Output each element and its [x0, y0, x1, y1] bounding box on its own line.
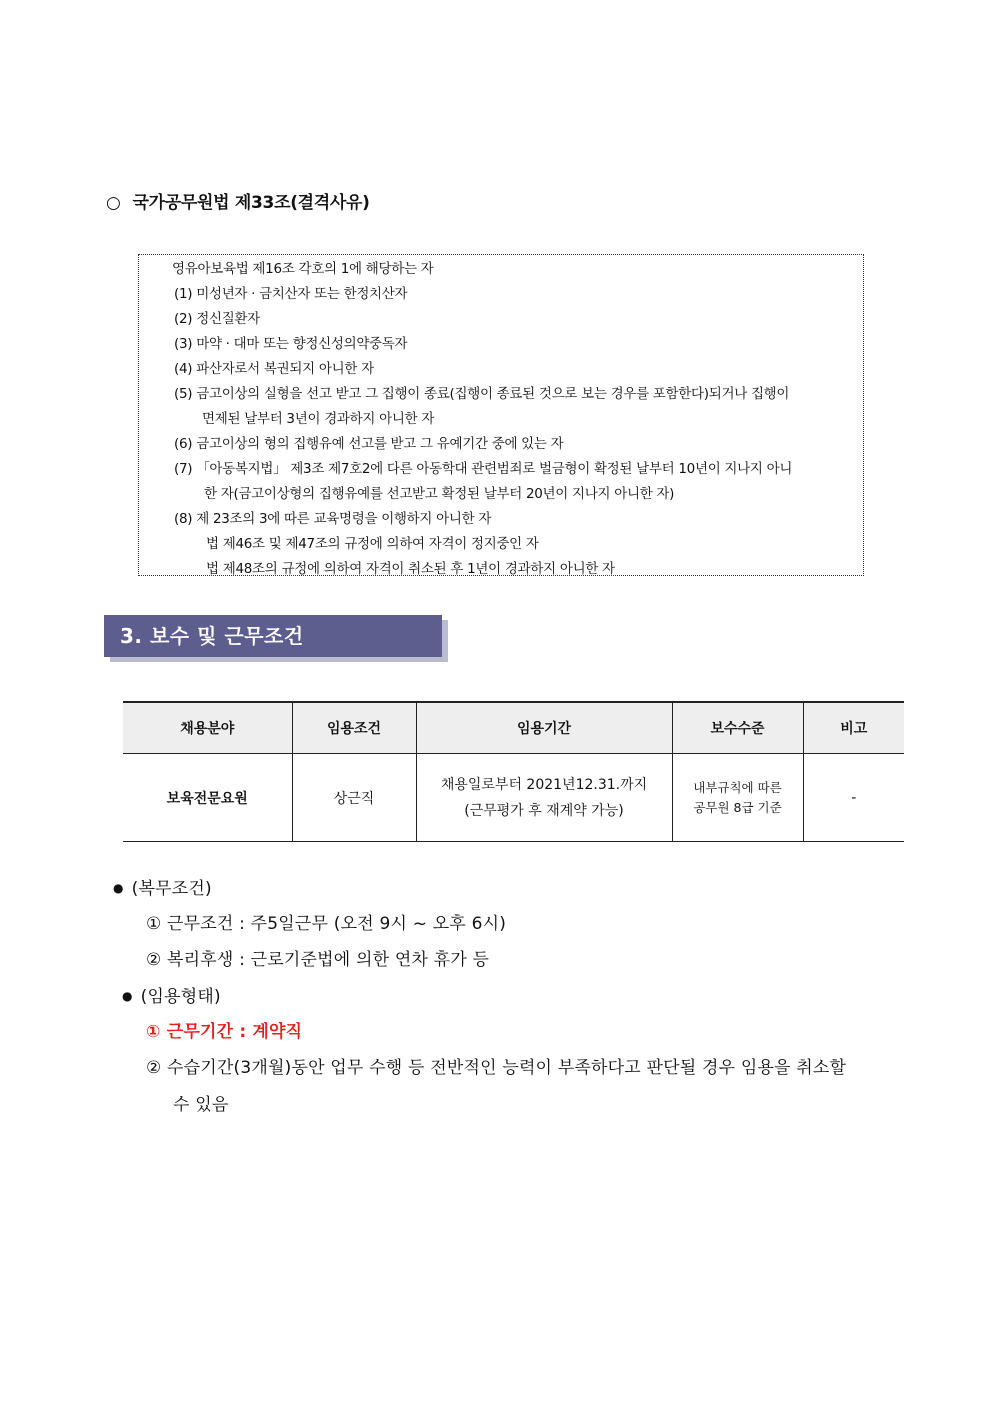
condition-item-probation-cont: 수 있음: [173, 1095, 229, 1115]
box-line-10: 법 제48조의 규정에 의하여 자격이 취소된 후 1년이 경과하지 아니한 자: [206, 561, 615, 577]
header-period: 임용기간: [416, 702, 672, 754]
header-field: 채용분야: [123, 702, 292, 754]
box-line-6: (6) 금고이상의 형의 집행유예 선고를 받고 그 유예기간 중에 있는 자: [174, 436, 564, 452]
box-line-9: 법 제46조 및 제47조의 규정에 의하여 자격이 정지중인 자: [206, 536, 539, 552]
terms-table: [123, 701, 904, 842]
disqualification-box: [138, 254, 864, 576]
cell-field: 보육전문요원: [123, 754, 292, 842]
bullet-employment-type: [122, 982, 221, 1007]
circle-marker-icon: ○: [106, 193, 121, 213]
cell-note: -: [803, 754, 904, 842]
cell-period: [416, 754, 672, 842]
section-banner: 3. 보수 및 근무조건: [104, 615, 442, 657]
box-line-4: (4) 파산자로서 복권되지 아니한 자: [174, 361, 374, 377]
cell-pay: [672, 754, 803, 842]
cell-period-line1: 채용일로부터 2021년12.31.까지: [440, 776, 648, 793]
table-row: [123, 754, 904, 842]
cell-period-line2: (근무평가 후 재계약 가능): [464, 802, 624, 819]
table-header-row: [123, 702, 904, 754]
condition-item-probation: ② 수습기간(3개월)동안 업무 수행 등 전반적인 능력이 부족하다고 판단될 경우 임용을 취소할: [146, 1058, 847, 1078]
box-line-intro: 영유아보육법 제16조 각호의 1에 해당하는 자: [172, 261, 434, 277]
box-line-2: (2) 정신질환자: [174, 311, 260, 327]
header-condition: 임용조건: [292, 702, 416, 754]
bullet-service-label: (복무조건): [131, 879, 212, 899]
header-note: 비고: [803, 702, 904, 754]
section-title: 국가공무원법 제33조(결격사유): [132, 193, 370, 213]
cell-pay-line2: 공무원 8급 기준: [693, 799, 782, 815]
cell-pay-line1: 내부규칙에 따른: [693, 779, 782, 795]
box-line-8: (8) 제 23조의 3에 따른 교육명령을 이행하지 아니한 자: [174, 511, 492, 527]
box-line-7: (7) 「아동복지법」 제3조 제7호2에 다른 아동학대 관련범죄로 벌금형이 확정된 날부터 10년이 지나지 아니: [174, 461, 793, 477]
bullet-dot-icon: ●: [122, 989, 133, 1003]
bullet-service-conditions: [113, 874, 212, 899]
bullet-dot-icon: ●: [113, 881, 124, 895]
section-heading: [106, 188, 370, 213]
box-line-3: (3) 마약 · 대마 또는 향정신성의약중독자: [174, 336, 408, 352]
bullet-employment-label: (임용형태): [140, 987, 221, 1007]
condition-item-hours: ① 근무조건 : 주5일근무 (오전 9시 ~ 오후 6시): [146, 914, 507, 934]
header-pay: 보수수준: [672, 702, 803, 754]
condition-item-contract: ① 근무기간 : 계약직: [146, 1022, 303, 1042]
box-line-7-cont: 한 자(금고이상형의 집행유예를 선고받고 확정된 날부터 20년이 지나지 아니한 자): [204, 486, 675, 502]
box-line-5-cont: 면제된 날부터 3년이 경과하지 아니한 자: [202, 411, 435, 427]
condition-item-welfare: ② 복리후생 : 근로기준법에 의한 연차 휴가 등: [146, 950, 490, 970]
box-line-1: (1) 미성년자 · 금치산자 또는 한정치산자: [174, 286, 408, 302]
box-line-5: (5) 금고이상의 실형을 선고 받고 그 집행이 종료(집행이 종료된 것으로 보는 경우를 포함한다)되거나 집행이: [174, 386, 790, 402]
cell-condition: 상근직: [292, 754, 416, 842]
